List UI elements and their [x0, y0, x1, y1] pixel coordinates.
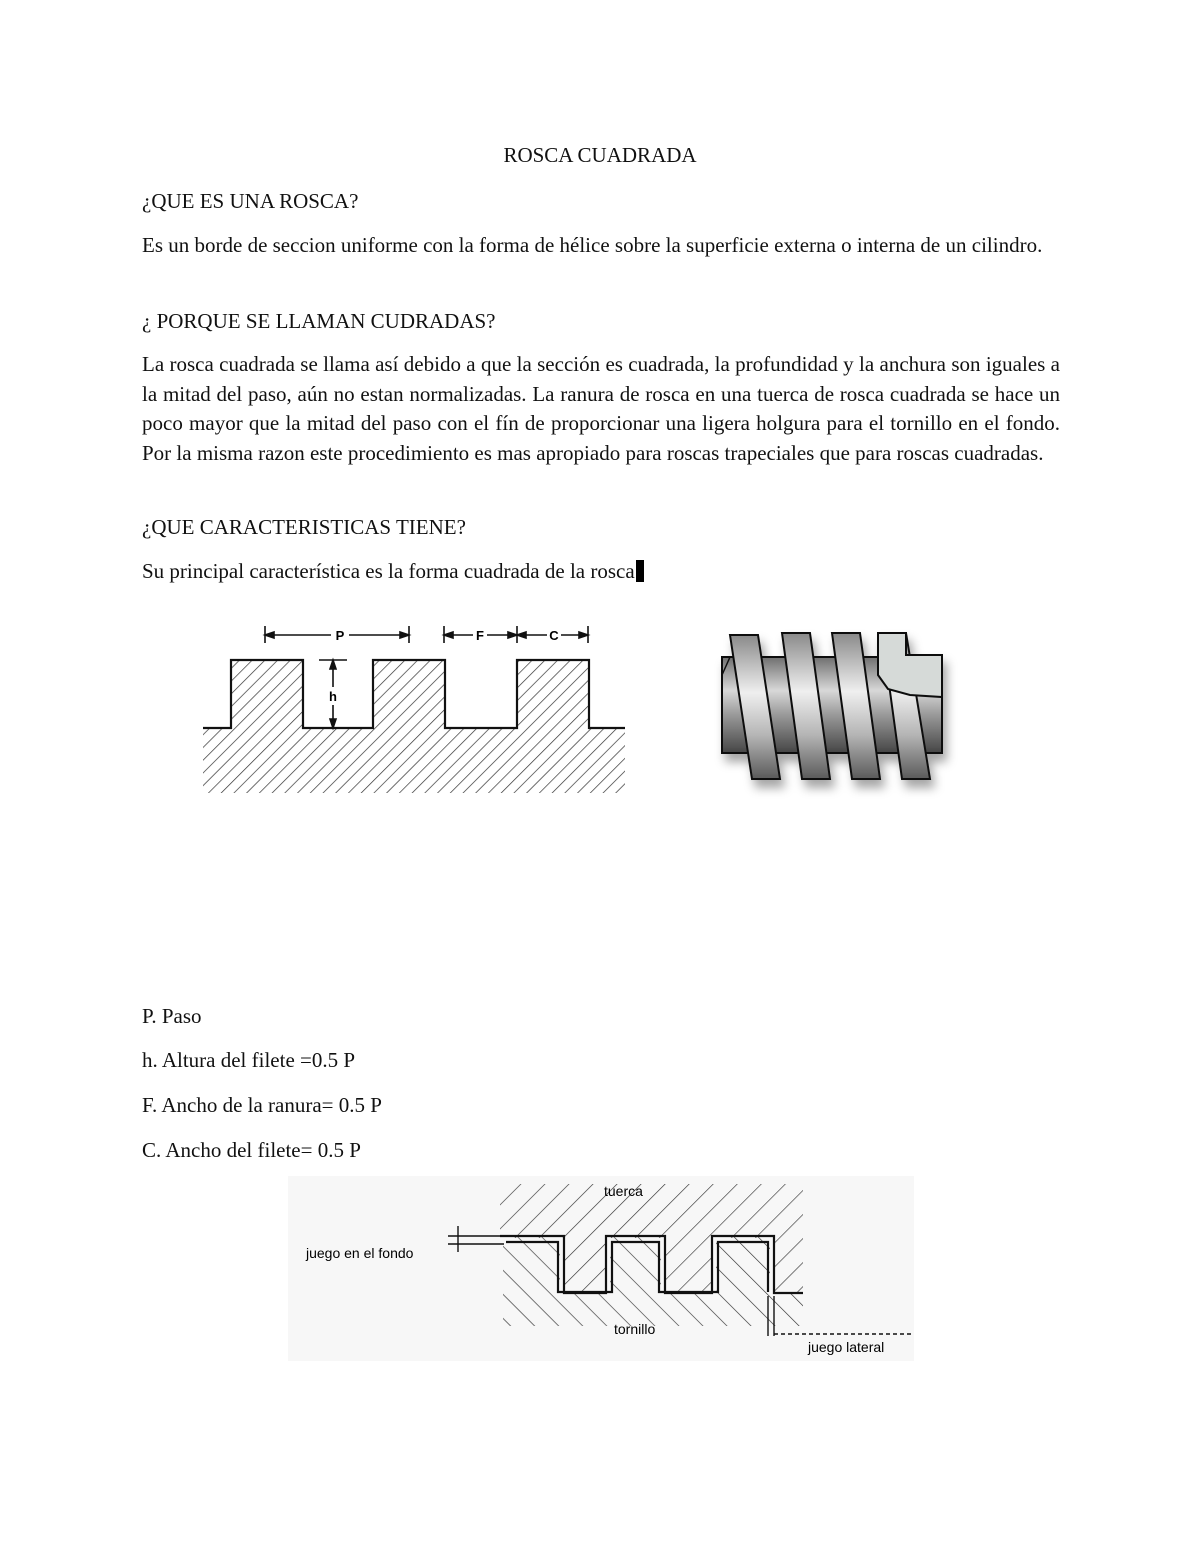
- threaded-rod: [722, 633, 942, 779]
- screw-body: [503, 1236, 803, 1326]
- square-thread-illustration: [700, 615, 960, 805]
- square-thread-profile-diagram: [195, 615, 635, 800]
- label-tornillo: tornillo: [614, 1321, 656, 1337]
- legend-item-ancho-ranura: F. Ancho de la ranura= 0.5 P: [142, 1093, 382, 1117]
- label-p: P: [335, 628, 345, 643]
- nut-screw-clearance-diagram: [288, 1176, 914, 1361]
- legend-item-paso: P. Paso: [142, 1004, 202, 1028]
- label-juego-lateral: juego lateral: [808, 1339, 885, 1355]
- label-h: h: [329, 689, 337, 704]
- thread-profile-hatched-body: [203, 660, 625, 793]
- label-juego-fondo: juego en el fondo: [306, 1245, 414, 1261]
- document-title: ROSCA CUADRADA: [503, 143, 697, 167]
- label-c: C: [549, 628, 559, 643]
- heading-porque-cuadradas: ¿ PORQUE SE LLAMAN CUDRADAS?: [142, 309, 496, 333]
- legend-item-altura: h. Altura del filete =0.5 P: [142, 1048, 356, 1072]
- label-f: F: [476, 628, 484, 643]
- paragraph-caracteristica: [142, 557, 1060, 587]
- caracteristica-text: Su principal característica es la forma cuadrada de la rosca: [142, 559, 635, 583]
- heading-que-es-rosca: ¿QUE ES UNA ROSCA?: [142, 189, 359, 213]
- heading-caracteristicas: ¿QUE CARACTERISTICAS TIENE?: [142, 515, 466, 539]
- label-tuerca: tuerca: [604, 1183, 643, 1199]
- text-cursor[interactable]: [636, 560, 644, 582]
- legend-item-ancho-filete: C. Ancho del filete= 0.5 P: [142, 1138, 361, 1162]
- paragraph-explanation: La rosca cuadrada se llama así debido a que la sección es cuadrada, la profundidad y la anchura son iguales a la mitad del paso, aún no estan normalizadas. La ranura de rosca en una tuerca de rosca cuadrada se hace un poco mayor que la mitad del paso con el fín de proporcionar una ligera holgura para el tornillo en el fondo. Por la misma razon este procedimiento es mas apropiado para roscas trapeciales que para roscas cuadradas.: [142, 352, 1060, 465]
- paragraph-definition: Es un borde de seccion uniforme con la forma de hélice sobre la superficie externa o interna de un cilindro.: [142, 233, 1043, 257]
- thread-end-cut: [878, 633, 942, 697]
